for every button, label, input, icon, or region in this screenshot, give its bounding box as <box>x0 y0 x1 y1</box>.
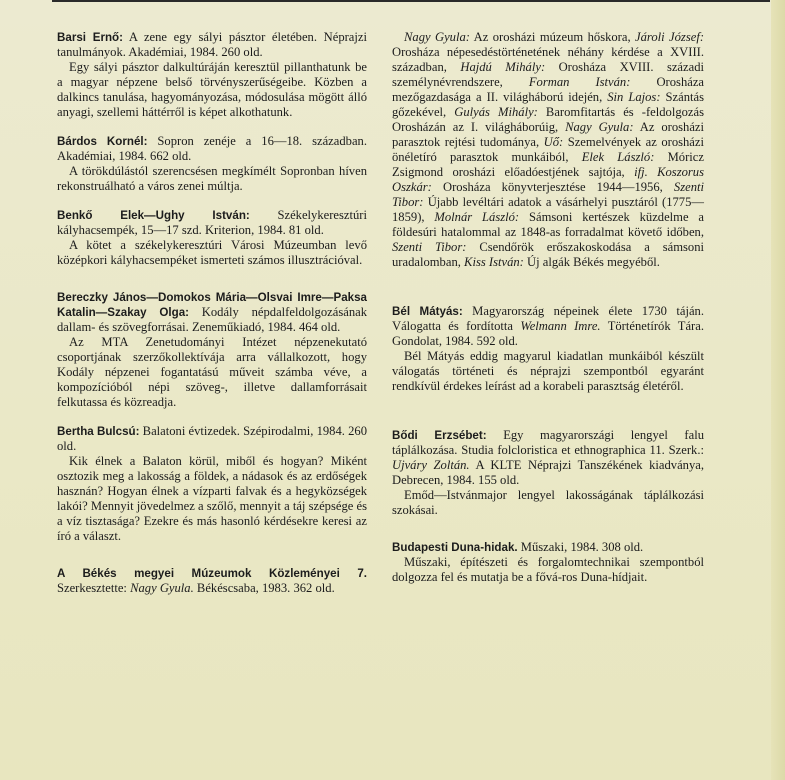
right-column <box>392 30 704 599</box>
entry-citation <box>57 424 367 454</box>
entry-author: Bertha Bulcsú: <box>57 425 140 438</box>
entry-description: A törökdúlástól szerencsésen megkímélt Sopronban híven rekonstruálható a város zenei múltja. <box>57 164 367 193</box>
entry-bibliography-tail: Történetírók Tára. Gondolat, 1984. 592 old. <box>392 319 704 348</box>
entry-description: Bél Mátyás eddig magyarul kiadatlan munkáiból készült válogatás történeti és néprajzi szempontból egyaránt rendkívül érdekes leírást ad a korabeli parasztság életéről. <box>392 349 704 393</box>
entry-author: Budapesti Duna-hidak. <box>392 541 518 554</box>
entry-bibliography-tail: Békéscsaba, 1983. 362 old. <box>193 581 335 595</box>
entry-citation <box>392 304 704 349</box>
entry-description: Kik élnek a Balaton körül, miből és hogyan? Miként osztozik meg a lakosság a földek, a nádasok és az erdőségek hasznán? Hogyan élnek a vízparti falvak és a hegyközségek lakói? Mennyit jövedelmez a szőlő, mennyit a táj szépsége és a víz tisztasága? Ezekre és más hasonló kérdésekre keresi az író a választ. <box>57 454 367 543</box>
entry-bibliography: A zene egy sályi pásztor életében. Néprajzi tanulmányok. Akadémiai, 1984. 260 old. <box>57 30 367 59</box>
entry-author: Bődi Erzsébet: <box>392 429 487 442</box>
contents-author: Forman István: <box>528 75 631 89</box>
contents-author: Hajdú Mihály: <box>460 60 546 74</box>
entry-bibliography-tail: A KLTE Néprajzi Tanszékének kiadványa, Debrecen, 1984. 155 old. <box>392 458 704 487</box>
entry-bereczky <box>57 290 367 410</box>
entry-barsi <box>57 30 367 120</box>
entry-bibliography: Székelykeresztúri kályhacsempék, 15—17 szd. Kriterion, 1984. 81 old. <box>57 208 367 237</box>
entry-bibliography: Kodály népdalfeldolgozásának dallam- és szövegforrásai. Zeneműkiadó, 1984. 464 old. <box>57 305 368 334</box>
entry-citation <box>392 428 704 488</box>
contents-author: Elek László: <box>581 150 655 164</box>
entry-bibliography: Sopron zenéje a 16—18. században. Akadémiai, 1984. 662 old. <box>57 134 367 163</box>
entry-bibliography: Balatoni évtizedek. Szépirodalmi, 1984. 260 old. <box>57 424 367 453</box>
contents-title: Szemelvények az orosházi önéletíró parasztok munkáiból, <box>392 135 704 164</box>
contents-author: Kiss István: <box>464 255 524 269</box>
entry-author: Barsi Ernő: <box>57 31 123 44</box>
entry-bodi <box>392 428 704 518</box>
page-edge <box>771 0 785 780</box>
contents-title: Új algák Békés megyéből. <box>523 255 660 269</box>
entry-description: Egy sályi pásztor dalkultúráján keresztül pillanthatunk be a magyar népzene belső törvényszerűségeibe. Közben a dalkincs tanulása, hagyományozása, módosulása mögött álló anyagi, szellemi háttérről is képet alkothatunk. <box>57 60 367 119</box>
contents-author: Szenti Tibor: <box>392 180 704 209</box>
entry-description: A kötet a székelykeresztúri Városi Múzeumban levő középkori kályhacsempéket ismerteti számos illusztrációval. <box>57 238 367 267</box>
entry-citation <box>57 566 367 596</box>
top-rule <box>52 0 770 2</box>
entry-editor: Nagy Gyula. <box>130 581 194 595</box>
contents-title: Orosháza könyvterjesztése 1944—1956, <box>431 180 674 194</box>
entry-duna-hidak <box>392 540 704 585</box>
contents-author: Molnár László: <box>434 210 520 224</box>
entry-author: Bárdos Kornél: <box>57 135 148 148</box>
entry-citation <box>57 30 367 60</box>
contents-title: Az orosházi parasztok rejtési tudománya, <box>392 120 705 149</box>
left-column <box>57 30 367 610</box>
contents-title: Móricz Zsigmond orosházi előadóestjének sajtója, <box>392 150 704 179</box>
contents-author: Nagy Gyula: <box>404 30 470 44</box>
entry-bel <box>392 304 704 394</box>
contents-title: Orosháza mezőgazdasága a II. világháború idején, <box>392 75 705 104</box>
entry-bekes-kozlemenyei <box>57 566 367 596</box>
entry-description: Emőd—Istvánmajor lengyel lakosságának táplálkozási szokásai. <box>392 488 704 517</box>
entry-editor: Ujváry Zoltán. <box>392 458 470 472</box>
entry-citation <box>57 290 367 335</box>
contents-author: ifj. Koszorus Oszkár: <box>392 165 704 194</box>
contents-author: Uő: <box>543 135 564 149</box>
entry-editor: Welmann Imre. <box>520 319 601 333</box>
contents-title: Baromfitartás és -feldolgozás Orosházán az I. világháborúig, <box>392 105 704 134</box>
entry-description: Műszaki, építészeti és forgalomtechnikai szempontból dolgozza fel és mutatja be a fővá-ros Duna-hídjait. <box>392 555 704 584</box>
contents-title: Sámsoni kertészek küzdelme a földesúri hatalommal az 1848-as forradalmat követő időben, <box>392 210 704 239</box>
entry-bibliography: Szerkesztette: <box>57 581 131 595</box>
entry-bibliography: Egy magyarországi lengyel falu táplálkozása. Studia folcloristica et ethnographica 11. Szerk.: <box>392 428 704 457</box>
contents-author: Nagy Gyula: <box>565 120 634 134</box>
contents-title: Szántás gőzekével, <box>392 90 705 119</box>
contents-title: Újabb levéltári adatok a vásárhelyi pusztáról (1775—1859), <box>392 195 704 224</box>
contents-title: Orosháza népesedéstörténetének néhány kérdése a XVIII. században, <box>392 45 704 74</box>
entry-author: Bél Mátyás: <box>392 305 463 318</box>
entry-citation <box>57 134 367 164</box>
contents-title: Orosháza XVIII. századi személynévrendszere, <box>392 60 704 89</box>
contents-title: Az orosházi múzeum hőskora, <box>469 30 636 44</box>
entry-description: Az MTA Zenetudományi Intézet népzenekutató csoportjának szerzőkollektívája arra vállalkozott, hogy Kodály népzenei fogantatású műveit számba véve, a kompozícióból népi szöveg-, illetve dallamforrásait felkutassa és közreadja. <box>57 335 367 409</box>
entry-benko <box>57 208 367 268</box>
entry-bibliography: Magyarország népeinek élete 1730 táján. Válogatta és fordította <box>392 304 705 333</box>
contents-author: Jároli József: <box>635 30 705 44</box>
contents-title: Csendőrök erőszakoskodása a sámsoni uradalomban, <box>392 240 704 269</box>
entry-citation <box>392 540 704 555</box>
contents-list <box>392 30 704 270</box>
entry-bibliography: Műszaki, 1984. 308 old. <box>517 540 644 554</box>
entry-bertha <box>57 424 367 544</box>
entry-author: Benkő Elek—Ughy István: <box>57 209 250 222</box>
entry-bardos <box>57 134 367 194</box>
contents-author: Szenti Tibor: <box>392 240 467 254</box>
entry-author: A Békés megyei Múzeumok Közleményei 7. <box>57 567 367 580</box>
entry-author: Bereczky János—Domokos Mária—Olsvai Imre—Paksa Katalin—Szakay Olga: <box>57 291 367 319</box>
entry-bekes-contents <box>392 30 704 270</box>
contents-author: Gulyás Mihály: <box>454 105 538 119</box>
contents-author: Sin Lajos: <box>607 90 661 104</box>
entry-citation <box>57 208 367 238</box>
